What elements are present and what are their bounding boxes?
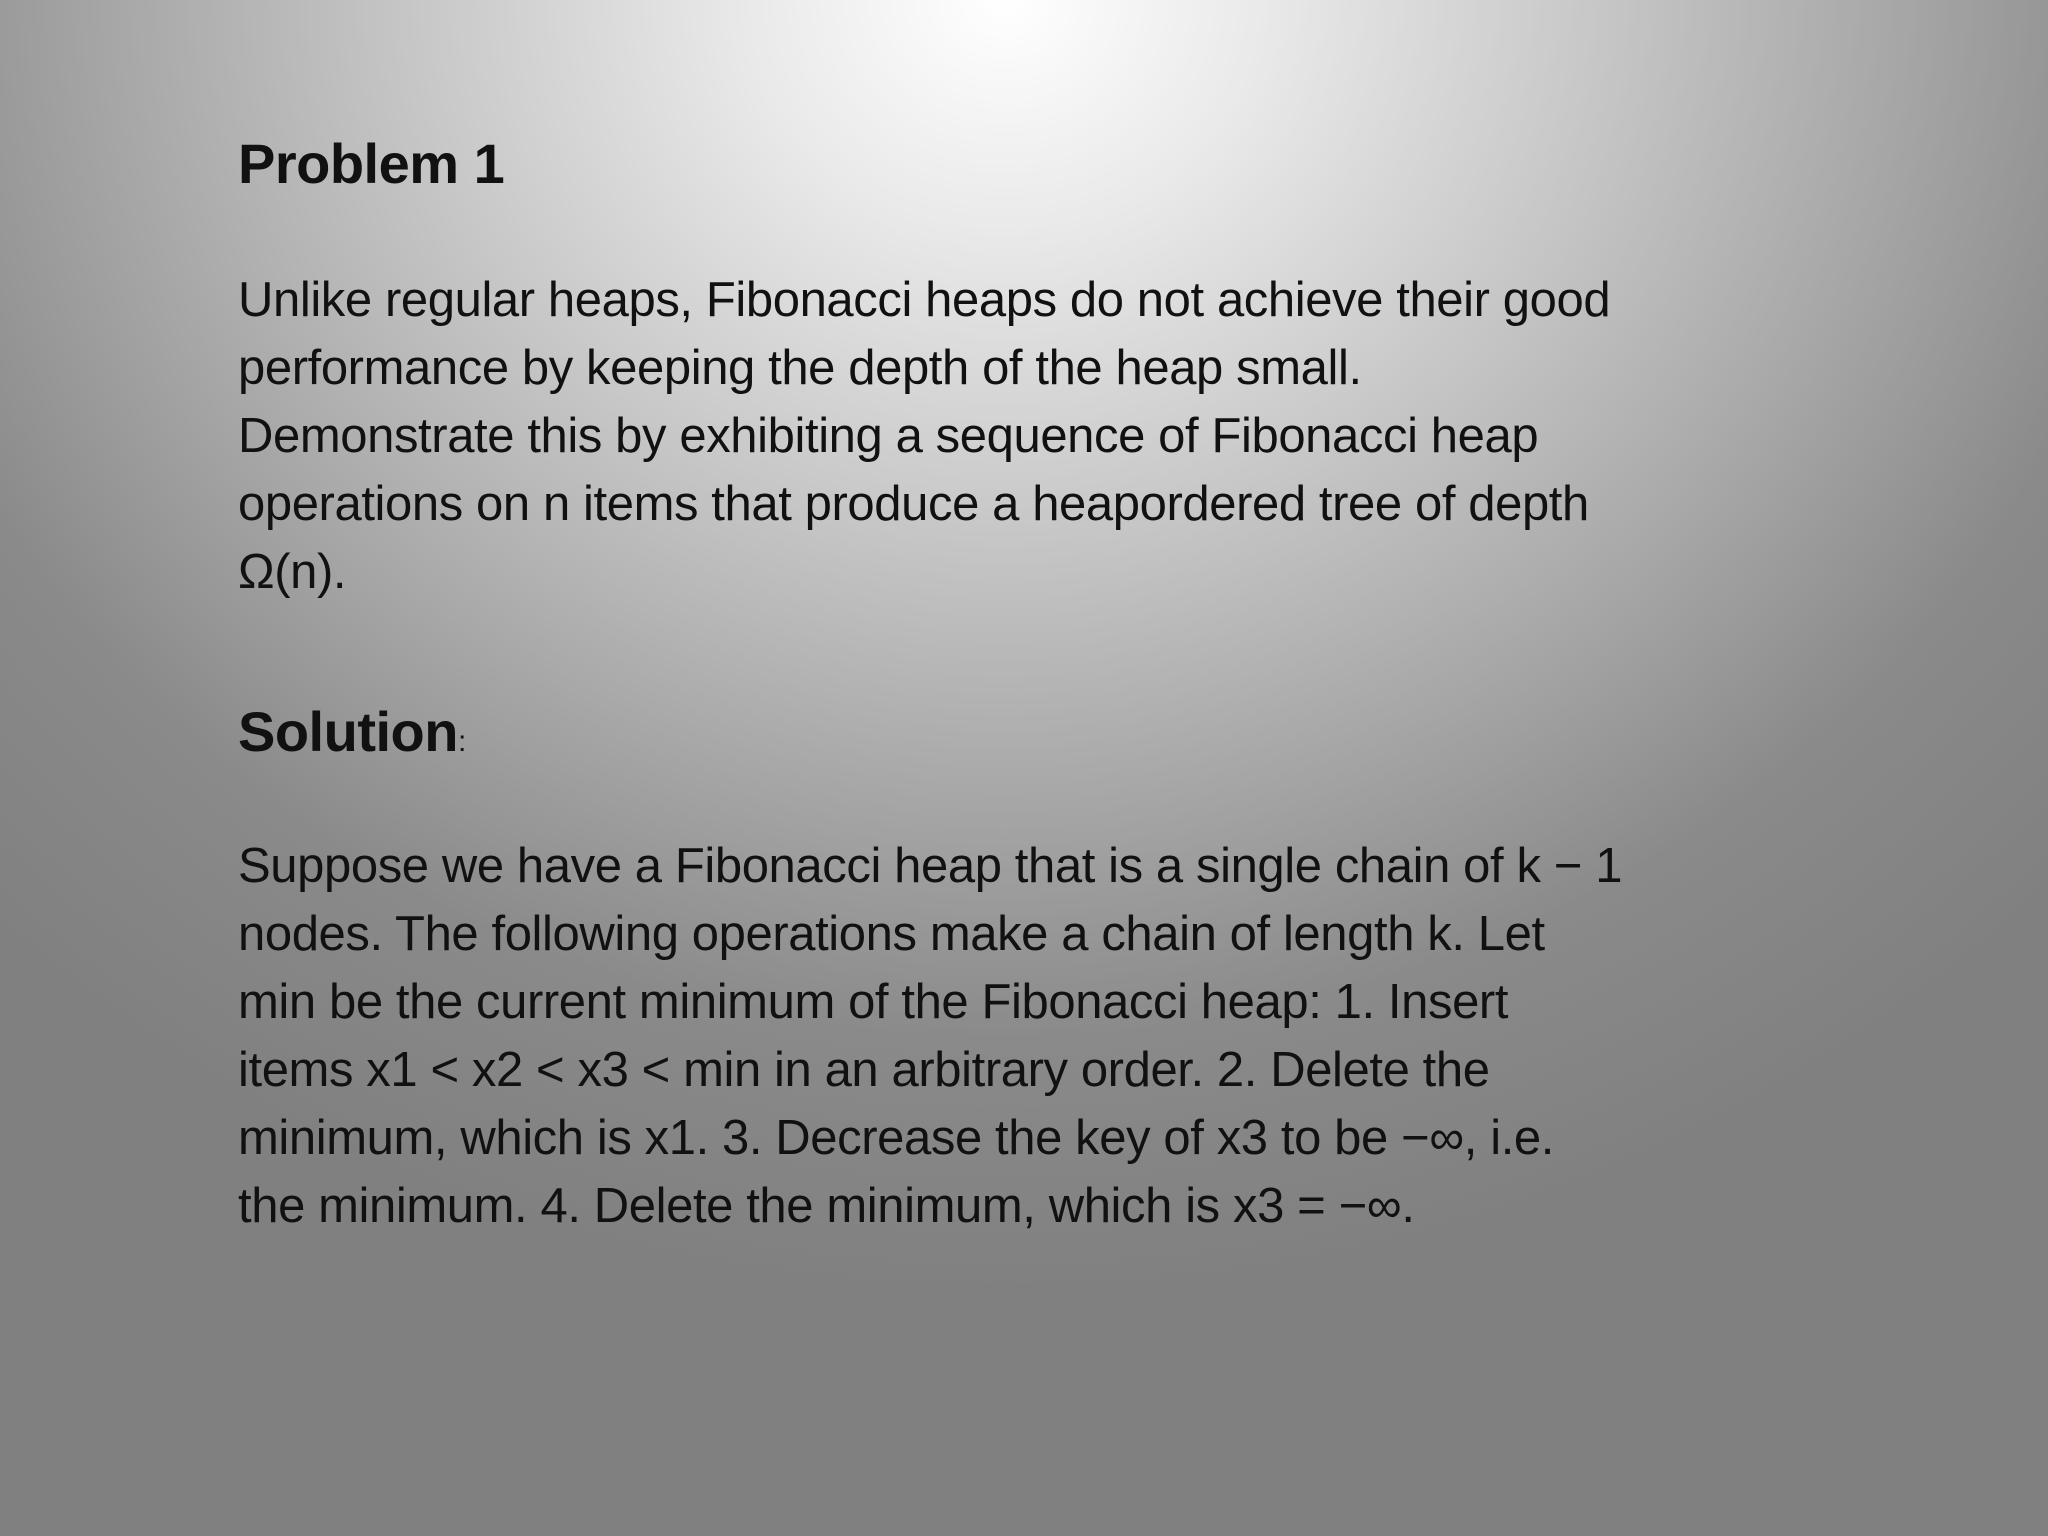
solution-line: nodes. The following operations make a chain of length k. Let	[238, 907, 1545, 961]
solution-heading-text: Solution	[238, 700, 458, 763]
solution-line: the minimum. 4. Delete the minimum, which is x3 = −∞.	[238, 1179, 1415, 1233]
solution-heading-colon: :	[457, 725, 466, 758]
problem-line: operations on n items that produce a heapordered tree of depth	[238, 477, 1589, 531]
problem-line: Unlike regular heaps, Fibonacci heaps do not achieve their good	[238, 273, 1611, 327]
solution-line: min be the current minimum of the Fibonacci heap: 1. Insert	[238, 975, 1509, 1029]
solution-line: Suppose we have a Fibonacci heap that is a single chain of k − 1	[238, 839, 1623, 893]
problem-line: Demonstrate this by exhibiting a sequence of Fibonacci heap	[238, 409, 1539, 463]
solution-line: minimum, which is x1. 3. Decrease the key of x3 to be −∞, i.e.	[238, 1111, 1555, 1165]
problem-statement	[238, 266, 1758, 606]
problem-heading-text: Problem 1	[238, 132, 505, 195]
problem-line: performance by keeping the depth of the heap small.	[238, 341, 1362, 395]
problem-heading	[238, 130, 504, 198]
solution-line: items x1 < x2 < x3 < min in an arbitrary order. 2. Delete the	[238, 1043, 1490, 1097]
problem-line: Ω(n).	[238, 545, 347, 599]
solution-heading	[238, 698, 466, 776]
solution-body	[238, 832, 1758, 1240]
